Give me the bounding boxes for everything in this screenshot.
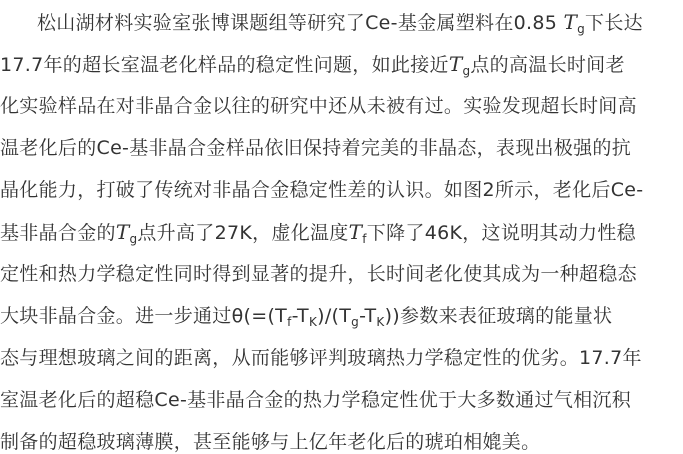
text-run: 松山湖材料实验室张博课题组等研究了Ce-基金属塑料在0.85 (37, 12, 564, 34)
text-run: -T (359, 305, 377, 327)
paragraph-line-6 (0, 220, 636, 244)
paragraph-line-10: 室温老化后的超稳Ce-基非晶合金的热力学稳定性优于大多数通过气相沉积 (0, 389, 632, 411)
symbol-t: T (563, 10, 578, 34)
subscript-k: K (376, 315, 385, 329)
symbol-t: T (448, 52, 463, 76)
text-run: 点的高温长时间老 (470, 54, 625, 76)
paragraph-line-4: 温老化后的Ce-基非晶合金样品依旧保持着完美的非晶态，表现出极强的抗 (0, 137, 632, 159)
subscript-g: g (351, 315, 360, 329)
text-run: -T (291, 305, 309, 327)
paragraph-line-1 (37, 10, 643, 34)
subscript-g: g (462, 64, 471, 78)
text-run: 下长达 (585, 12, 643, 34)
text-run: 大块非晶合金。进一步通过θ(=(T (0, 305, 288, 327)
paragraph-line-5: 晶化能力，打破了传统对非晶合金稳定性差的认识。如图2所示，老化后Ce- (0, 179, 644, 201)
paragraph-line-8 (0, 304, 612, 328)
text-run: 下降了46K，这说明其动力性稳 (366, 222, 636, 244)
subscript-g: g (577, 22, 586, 36)
symbol-t: T (348, 220, 363, 244)
paragraph-line-2 (0, 52, 625, 76)
text-run: 基非晶合金的 (0, 222, 116, 244)
text-run: 点升高了27K，虚化温度 (137, 222, 349, 244)
subscript-k: K (308, 315, 318, 329)
text-run: )/(T (317, 305, 352, 327)
subscript-f: f (362, 232, 367, 246)
text-run: 17.7年的超长室温老化样品的稳定性问题，如此接近 (0, 54, 449, 76)
text-run: ))参数来表征玻璃的能量状 (384, 305, 613, 327)
paragraph-line-11: 制备的超稳玻璃薄膜，甚至能够与上亿年老化后的琥珀相媲美。 (0, 431, 541, 453)
subscript-f: f (287, 315, 292, 329)
symbol-t: T (115, 220, 130, 244)
paragraph-line-9: 态与理想玻璃之间的距离，从而能够评判玻璃热力学稳定性的优劣。17.7年 (0, 347, 642, 369)
paragraph-line-7: 定性和热力学稳定性同时得到显著的提升，长时间老化使其成为一种超稳态 (0, 263, 637, 285)
subscript-g: g (129, 232, 138, 246)
paragraph-line-3: 化实验样品在对非晶合金以往的研究中还从未被有过。实验发现超长时间高 (0, 95, 637, 117)
